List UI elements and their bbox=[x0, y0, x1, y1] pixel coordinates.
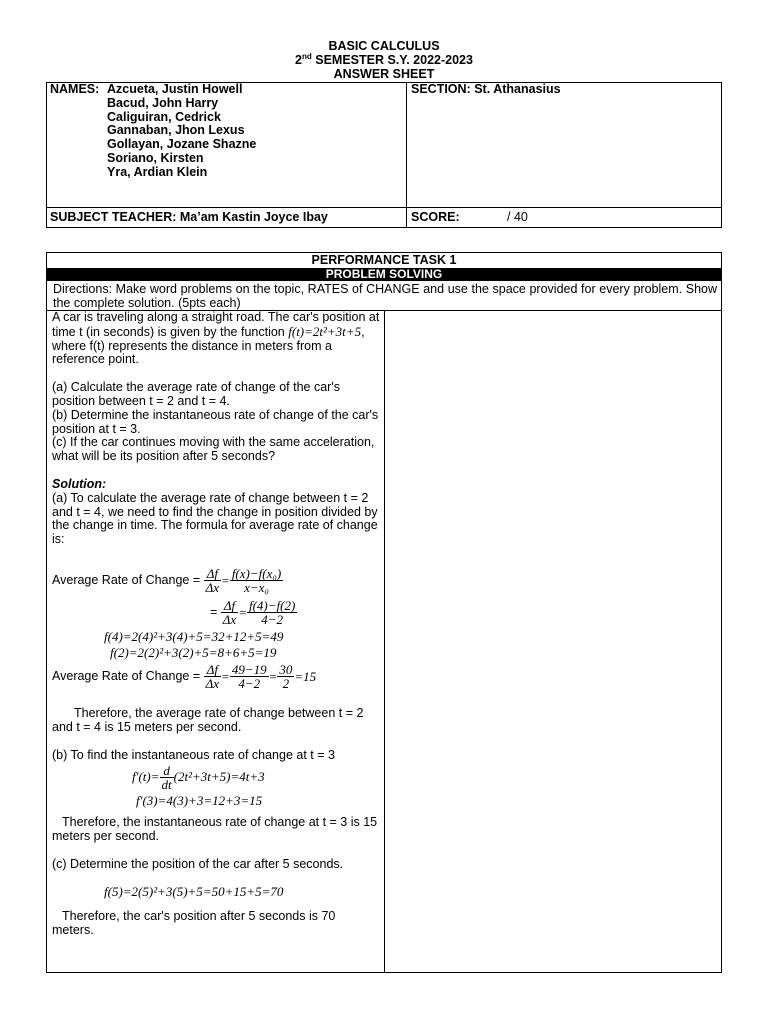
name-item: Bacud, John Harry bbox=[107, 95, 219, 110]
info-divider-vertical bbox=[406, 83, 407, 227]
semester-text: SEMESTER S.Y. 2022-2023 bbox=[311, 53, 473, 67]
eq-f4: f(4)=2(4)²+3(4)+5=32+12+5=49 bbox=[104, 628, 284, 644]
question-b: (b) Determine the instantaneous rate of change of the car's position at t = 3. bbox=[52, 407, 379, 436]
simplified-fraction bbox=[277, 663, 294, 690]
eq-f2: f(2)=2(2)²+3(2)+5=8+6+5=19 bbox=[110, 644, 277, 660]
d-dt-fraction bbox=[160, 764, 174, 791]
value-fraction bbox=[230, 663, 269, 690]
task-box bbox=[46, 252, 722, 972]
equals-sign: = bbox=[221, 573, 230, 589]
name-item: Caliguiran, Cedrick bbox=[107, 109, 221, 124]
info-table bbox=[46, 82, 722, 228]
fraction-denominator: 4−2 bbox=[261, 612, 284, 628]
equals-sign: = bbox=[221, 669, 230, 685]
result-value: =15 bbox=[294, 669, 317, 685]
name-item: Soriano, Kirsten bbox=[107, 150, 204, 165]
section-field bbox=[411, 83, 561, 97]
directions: Directions: Make word problems on the topic, RATES of CHANGE and use the space provided for every problem. Show the complete solution. (5pts each) bbox=[53, 282, 717, 310]
name-item: Gollayan, Jozane Shazne bbox=[107, 137, 257, 152]
fraction-denominator: dt bbox=[161, 776, 172, 792]
fraction-numerator: Δf bbox=[204, 663, 221, 677]
fraction-numerator: d bbox=[160, 764, 174, 778]
fraction-numerator: 49−19 bbox=[231, 662, 267, 678]
task-bar: PROBLEM SOLVING bbox=[47, 268, 721, 281]
score-label: SCORE: bbox=[411, 210, 460, 224]
answer-grid-divider bbox=[384, 311, 385, 973]
arc-substitution bbox=[52, 597, 380, 629]
fraction-numerator: 30 bbox=[279, 662, 293, 678]
fraction-denominator: Δx bbox=[222, 612, 237, 628]
teacher-label: SUBJECT TEACHER: bbox=[50, 210, 177, 224]
problem-column bbox=[52, 311, 380, 937]
derivative-eq bbox=[52, 762, 380, 792]
doc-title: BASIC CALCULUS bbox=[328, 39, 440, 53]
name-item: Gannaban, Jhon Lexus bbox=[107, 123, 245, 138]
problem-intro-text: A car is traveling along a straight road. The car's position at time t (in seconds) is given by the function bbox=[52, 310, 380, 339]
problem-intro bbox=[52, 311, 380, 367]
function-definition: f(t)=2t²+3t+5 bbox=[288, 323, 362, 339]
solution-c-text: (c) Determine the position of the car after 5 seconds. bbox=[52, 856, 344, 871]
score-value: / 40 bbox=[507, 210, 528, 224]
task-title: PERFORMANCE TASK 1 bbox=[311, 253, 457, 267]
fraction-denominator: 4−2 bbox=[238, 676, 261, 692]
arc-label: Average Rate of Change = bbox=[52, 669, 201, 684]
name-item: Yra, Ardian Klein bbox=[107, 164, 208, 179]
semester-number: 2 bbox=[295, 53, 302, 67]
substituted-fraction bbox=[247, 599, 297, 626]
fraction-numerator: f(4)−f(2) bbox=[248, 598, 296, 614]
therefore-c: Therefore, the car's position after 5 seconds is 70 meters. bbox=[52, 908, 336, 937]
fraction-numerator: Δf bbox=[204, 567, 221, 581]
names-label: NAMES: bbox=[50, 82, 100, 96]
semester-line bbox=[0, 53, 768, 67]
delta-fraction bbox=[204, 663, 221, 690]
question-c: (c) If the car continues moving with the same acceleration, what will be its position after 5 seconds? bbox=[52, 435, 375, 464]
answer-grid bbox=[46, 310, 722, 973]
answer-sheet-title: ANSWER SHEET bbox=[333, 67, 435, 81]
fraction-denominator: x−x₀ bbox=[244, 580, 269, 596]
arc-formula bbox=[52, 565, 380, 597]
fraction-numerator: Δf bbox=[221, 599, 238, 613]
solution-label: Solution: bbox=[52, 476, 107, 491]
derivative-rhs: (2t²+3t+5)=4t+3 bbox=[173, 769, 265, 785]
fraction-numerator: f(x)−f(x₀) bbox=[231, 566, 282, 582]
fraction-denominator: Δx bbox=[205, 580, 220, 596]
fraction-denominator: Δx bbox=[205, 676, 220, 692]
fraction-denominator: 2 bbox=[282, 676, 290, 692]
arc-label: Average Rate of Change = bbox=[52, 573, 201, 588]
eq-f5: f(5)=2(5)²+3(5)+5=50+15+5=70 bbox=[104, 883, 284, 899]
section-label: SECTION: bbox=[411, 82, 471, 96]
teacher-value: Ma’am Kastin Joyce Ibay bbox=[179, 210, 328, 224]
section-value: St. Athanasius bbox=[474, 82, 561, 96]
delta-fraction bbox=[204, 567, 221, 594]
derivative-lhs: f′(t)= bbox=[132, 769, 160, 785]
delta-fraction bbox=[221, 599, 238, 626]
equals-sign: = bbox=[210, 605, 221, 620]
arc-result bbox=[52, 661, 380, 693]
therefore-b: Therefore, the instantaneous rate of change at t = 3 is 15 meters per second. bbox=[52, 815, 378, 844]
eq-f3: f′(3)=4(3)+3=12+3=15 bbox=[136, 793, 263, 809]
semester-suffix: nd bbox=[301, 51, 312, 61]
solution-a-text: (a) To calculate the average rate of change between t = 2 and t = 4, we need to find the change in position divided by the change in time. The formula for average rate of change is: bbox=[52, 490, 378, 547]
equals-sign: = bbox=[268, 669, 278, 685]
info-divider-horizontal bbox=[47, 207, 721, 208]
solution-b-text: (b) To find the instantaneous rate of change at t = 3 bbox=[52, 747, 335, 762]
problem-intro-tail: , where f(t) represents the distance in meters from a reference point. bbox=[52, 324, 365, 367]
teacher-field bbox=[50, 211, 328, 225]
therefore-a: Therefore, the average rate of change between t = 2 and t = 4 is 15 meters per second. bbox=[52, 705, 364, 734]
question-a: (a) Calculate the average rate of change of the car's position between t = 2 and t = 4. bbox=[52, 380, 340, 408]
equals-sign: = bbox=[238, 605, 247, 621]
names-list bbox=[107, 83, 256, 180]
general-fraction bbox=[230, 567, 283, 594]
name-item: Azcueta, Justin Howell bbox=[107, 82, 243, 96]
